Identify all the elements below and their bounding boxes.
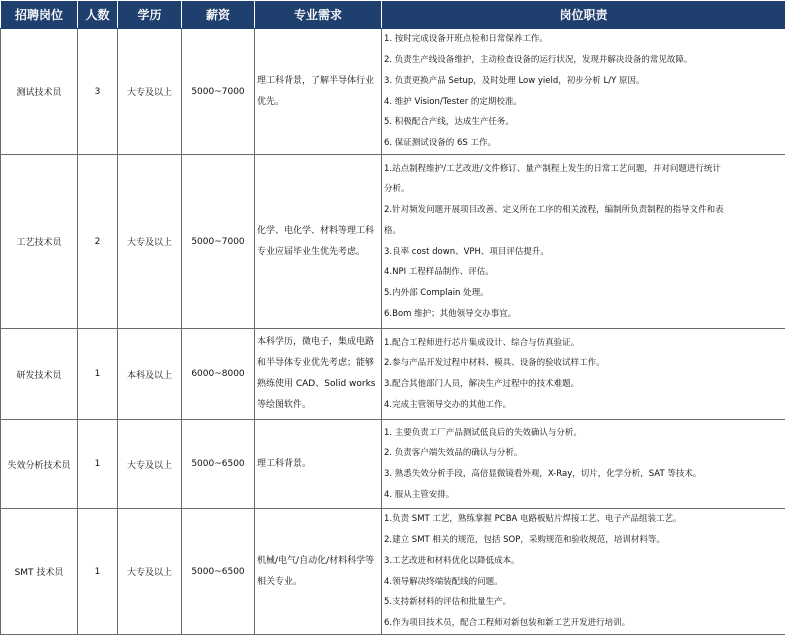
duties-cell [382, 29, 785, 155]
table-row [1, 155, 785, 329]
requirement-cell: 本科学历，微电子，集成电路和半导体专业优先考虑；能够熟练使用 CAD、Solid works 等绘图软件。 [255, 329, 382, 420]
requirement-cell: 理工科背景。 [255, 420, 382, 509]
position-cell: 工艺技术员 [1, 155, 78, 329]
header-count: 人数 [78, 1, 118, 29]
duty-item: 3.良率 cost down、VPH、项目评估提升。 [384, 242, 783, 263]
table-row [1, 329, 785, 420]
duty-item: 5.内外部 Complain 处理。 [384, 283, 783, 304]
duty-item: 2.建立 SMT 相关的规范，包括 SOP，采购规范和验收规范，培训材料等。 [384, 530, 783, 551]
salary-cell: 5000~6500 [182, 509, 255, 635]
table-row [1, 509, 785, 635]
table-row [1, 420, 785, 509]
header-row [1, 1, 785, 29]
duty-item: 1.负责 SMT 工艺，熟练掌握 PCBA 电路板贴片焊接工艺、电子产品组装工艺。 [384, 509, 783, 530]
duty-item: 4.NPI 工程样品制作、评估。 [384, 262, 783, 283]
duty-item: 2. 负责生产线设备维护，主动检查设备的运行状况，发现并解决设备的常见故障。 [384, 50, 783, 71]
count-cell: 1 [78, 509, 118, 635]
requirement-cell: 理工科背景，了解半导体行业优先。 [255, 29, 382, 155]
position-cell: 研发技术员 [1, 329, 78, 420]
education-cell: 本科及以上 [118, 329, 182, 420]
count-cell: 1 [78, 329, 118, 420]
header-duties: 岗位职责 [382, 1, 785, 29]
duty-item: 5. 积极配合产线，达成生产任务。 [384, 112, 783, 133]
header-position: 招聘岗位 [1, 1, 78, 29]
duties-cell [382, 509, 785, 635]
count-cell: 1 [78, 420, 118, 509]
count-cell: 2 [78, 155, 118, 329]
duty-item: 2.针对频发问题开展项目改善、定义所在工序的相关流程，编制所负责制程的指导文件和表 [384, 200, 783, 221]
duty-item: 4.领导解决终端装配线的问题。 [384, 572, 783, 593]
salary-cell: 5000~7000 [182, 29, 255, 155]
duty-item: 4. 维护 Vision/Tester 的定期校准。 [384, 92, 783, 113]
requirement-cell: 化学、电化学、材料等理工科专业应届毕业生优先考虑。 [255, 155, 382, 329]
duties-cell [382, 329, 785, 420]
duties-cell [382, 420, 785, 509]
duty-item: 2.参与产品开发过程中材料、模具、设备的验收试样工作。 [384, 353, 783, 374]
duty-item: 2. 负责客户端失效品的确认与分析。 [384, 443, 783, 464]
count-cell: 3 [78, 29, 118, 155]
header-requirement: 专业需求 [255, 1, 382, 29]
duty-item: 6.作为项目技术员，配合工程师对新包装和新工艺开发进行培训。 [384, 613, 783, 634]
duty-item: 1. 主要负责工厂产品测试低良后的失效确认与分析。 [384, 423, 783, 444]
duty-item: 1.配合工程师进行芯片集成设计、综合与仿真验证。 [384, 333, 783, 354]
duty-item: 6.Bom 维护；其他领导交办事宜。 [384, 304, 783, 325]
salary-cell: 6000~8000 [182, 329, 255, 420]
table-row [1, 29, 785, 155]
education-cell: 大专及以上 [118, 155, 182, 329]
duty-item: 1.站点制程维护/工艺改进/文件修订、量产制程上发生的日常工艺问题，并对问题进行统计 [384, 159, 783, 180]
duty-item: 4. 服从主管安排。 [384, 485, 783, 506]
salary-cell: 5000~7000 [182, 155, 255, 329]
header-education: 学历 [118, 1, 182, 29]
duties-cell [382, 155, 785, 329]
duty-item: 格。 [384, 221, 783, 242]
duty-item: 3.配合其他部门人员，解决生产过程中的技术难题。 [384, 374, 783, 395]
duty-item: 5.支持新材料的评估和批量生产。 [384, 592, 783, 613]
education-cell: 大专及以上 [118, 420, 182, 509]
duty-item: 4.完成主管领导交办的其他工作。 [384, 395, 783, 416]
salary-cell: 5000~6500 [182, 420, 255, 509]
duty-item: 3. 负责更换产品 Setup，及时处理 Low yield，初步分析 L/Y 原因。 [384, 71, 783, 92]
duty-item: 3.工艺改进和材料优化以降低成本。 [384, 551, 783, 572]
requirement-cell: 机械/电气/自动化/材料科学等相关专业。 [255, 509, 382, 635]
duty-item: 1. 按时完成设备开班点检和日常保养工作。 [384, 29, 783, 50]
position-cell: 测试技术员 [1, 29, 78, 155]
duty-item: 6. 保证测试设备的 6S 工作。 [384, 133, 783, 154]
education-cell: 大专及以上 [118, 29, 182, 155]
duty-item: 3. 熟悉失效分析手段，高倍显微镜看外观，X-Ray，切片，化学分析，SAT 等技术。 [384, 464, 783, 485]
position-cell: 失效分析技术员 [1, 420, 78, 509]
header-salary: 薪资 [182, 1, 255, 29]
education-cell: 大专及以上 [118, 509, 182, 635]
position-cell: SMT 技术员 [1, 509, 78, 635]
duty-item: 分析。 [384, 179, 783, 200]
